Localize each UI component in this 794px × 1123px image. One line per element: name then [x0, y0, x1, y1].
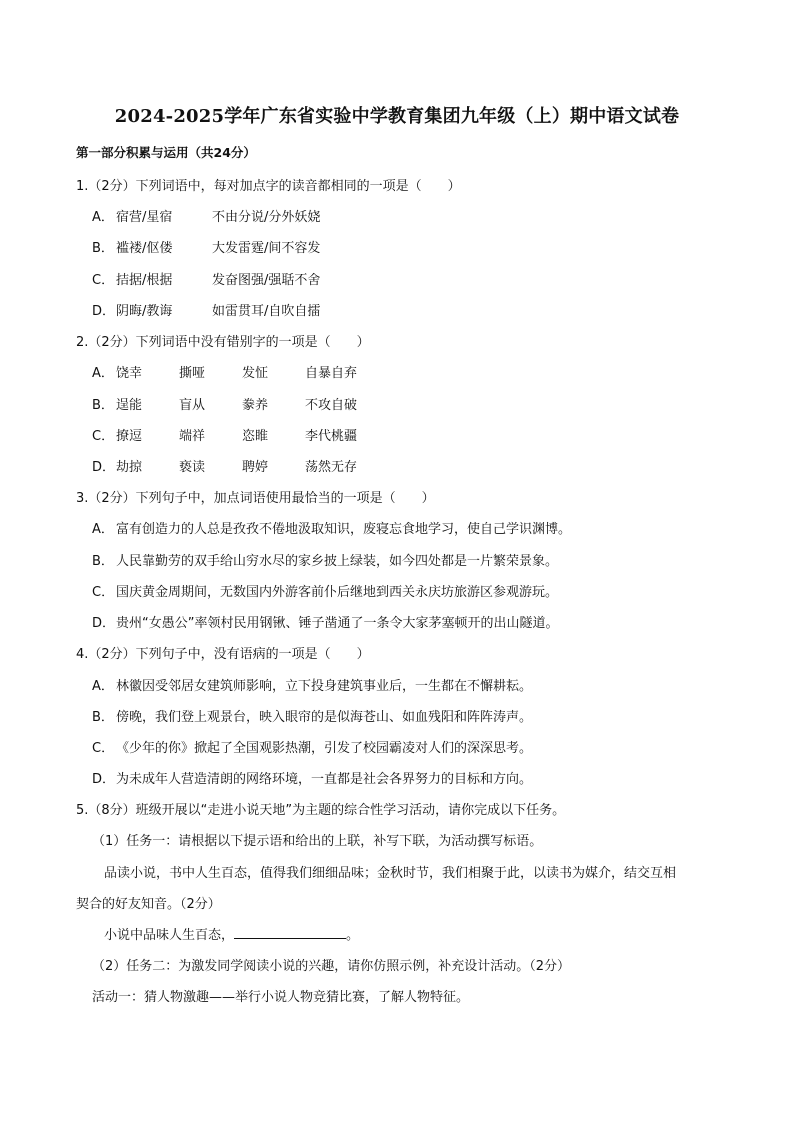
- option-text: 林徽因受邻居女建筑师影响，立下投身建筑事业后，一生都在不懈耕耘。: [116, 679, 533, 694]
- option-label: C．: [92, 585, 115, 600]
- option-text: 国庆黄金周期间，无数国内外游客前仆后继地到西关永庆坊旅游区参观游玩。: [116, 585, 559, 600]
- couplet-upper: 小说中品味人生百态，: [104, 928, 235, 943]
- option-word: 聘婷: [242, 460, 269, 475]
- question-4-option-c: [92, 737, 532, 756]
- option-label: D．: [92, 772, 116, 787]
- section-heading: 第一部分积累与运用（共24分）: [76, 145, 256, 160]
- question-4-option-d: [92, 768, 532, 787]
- question-1-option-a: [92, 206, 320, 225]
- question-2-option-b: [92, 394, 357, 413]
- task-1-prompt: （1）任务一：请根据以下提示语和给出的上联，补写下联，为活动撰写标语。: [92, 834, 543, 849]
- option-word: 恣睢: [242, 429, 269, 444]
- option-text: 傍晚，我们登上观景台，映入眼帘的是似海苍山、如血残阳和阵阵涛声。: [116, 710, 533, 725]
- option-text: 贵州“女愚公”率领村民用钢锹、锤子凿通了一条令大家茅塞顿开的出山隧道。: [116, 616, 559, 631]
- page-title: 2024-2025学年广东省实验中学教育集团九年级（上）期中语文试卷: [114, 106, 680, 127]
- option-label: D．: [92, 460, 116, 475]
- option-text: 为未成年人营造清朗的网络环境，一直都是社会各界努力的目标和方向。: [116, 772, 533, 787]
- option-word: 自暴自弃: [305, 366, 358, 381]
- task-2-prompt: （2）任务二：为激发同学阅读小说的兴趣，请你仿照示例，补充设计活动。（2分）: [92, 959, 571, 974]
- question-3-option-b: [92, 550, 558, 569]
- option-word: 不攻自破: [305, 398, 358, 413]
- option-text: 人民靠勤劳的双手给山穷水尽的家乡披上绿装，如今四处都是一片繁荣景象。: [116, 554, 559, 569]
- question-5-stem: 5.（8分）班级开展以“走进小说天地”为主题的综合性学习活动，请你完成以下任务。: [76, 803, 566, 818]
- option-word: 荡然无存: [305, 460, 358, 475]
- option-word: 劫掠: [116, 460, 143, 475]
- option-word: 李代桃疆: [305, 429, 358, 444]
- activity-1-text: 活动一：猜人物激趣——举行小说人物竞猜比赛，了解人物特征。: [92, 990, 470, 1005]
- question-1-option-c: [92, 269, 320, 288]
- option-word: 盲从: [179, 398, 206, 413]
- option-label: B．: [92, 710, 114, 725]
- option-text: 富有创造力的人总是孜孜不倦地汲取知识，废寝忘食地学习，使自己学识渊博。: [116, 522, 572, 537]
- option-word: 逞能: [116, 398, 143, 413]
- question-3-option-a: [92, 518, 571, 537]
- question-4-option-a: [92, 675, 532, 694]
- question-4-stem: 4.（2分）下列句子中，没有语病的一项是（ ）: [76, 647, 370, 662]
- option-word: 拮据/根据: [116, 273, 173, 288]
- question-1-option-b: [92, 237, 320, 256]
- option-label: C．: [92, 741, 115, 756]
- task-1-hint-line-2: 契合的好友知音。（2分）: [76, 897, 221, 912]
- option-label: C．: [92, 273, 115, 288]
- option-label: D．: [92, 616, 116, 631]
- option-word: 大发雷霆/间不容发: [212, 241, 321, 256]
- option-word: 不由分说/分外妖娆: [212, 210, 321, 225]
- question-1-option-d: [92, 300, 320, 319]
- option-label: B．: [92, 398, 114, 413]
- question-1-stem: 1.（2分）下列词语中，每对加点字的读音都相同的一项是（ ）: [76, 179, 461, 194]
- couplet-end-mark: 。: [346, 928, 360, 943]
- option-label: D．: [92, 304, 116, 319]
- option-label: A．: [92, 522, 114, 537]
- option-label: A．: [92, 366, 114, 381]
- option-label: C．: [92, 429, 115, 444]
- question-3-stem: 3.（2分）下列句子中，加点词语使用最恰当的一项是（ ）: [76, 491, 435, 506]
- option-word: 亵读: [179, 460, 206, 475]
- couplet-line: [104, 924, 359, 943]
- option-label: A．: [92, 210, 114, 225]
- option-word: 阴晦/教诲: [116, 304, 173, 319]
- option-word: 发怔: [242, 366, 269, 381]
- option-label: B．: [92, 241, 114, 256]
- option-word: 褴褛/伛偻: [116, 241, 173, 256]
- option-label: A．: [92, 679, 114, 694]
- option-word: 如雷贯耳/自吹自擂: [212, 304, 321, 319]
- question-2-option-a: [92, 362, 357, 381]
- question-2-stem: 2.（2分）下列词语中没有错别字的一项是（ ）: [76, 335, 370, 350]
- question-2-option-c: [92, 425, 357, 444]
- option-word: 饶幸: [116, 366, 143, 381]
- question-2-option-d: [92, 456, 357, 475]
- question-4-option-b: [92, 706, 532, 725]
- couplet-answer-blank[interactable]: [234, 927, 346, 939]
- option-text: 《少年的你》掀起了全国观影热潮，引发了校园霸凌对人们的深深思考。: [116, 741, 533, 756]
- option-word: 发奋图强/强聒不舍: [212, 273, 321, 288]
- option-word: 撕哑: [179, 366, 206, 381]
- task-1-hint-line-1: 品读小说，书中人生百态，值得我们细细品味；金秋时节，我们相聚于此，以读书为媒介，结交互相: [104, 866, 677, 881]
- option-word: 端祥: [179, 429, 206, 444]
- question-3-option-c: [92, 581, 558, 600]
- question-3-option-d: [92, 612, 558, 631]
- option-word: 宿营/星宿: [116, 210, 173, 225]
- option-word: 豢养: [242, 398, 269, 413]
- option-label: B．: [92, 554, 114, 569]
- option-word: 撩逗: [116, 429, 143, 444]
